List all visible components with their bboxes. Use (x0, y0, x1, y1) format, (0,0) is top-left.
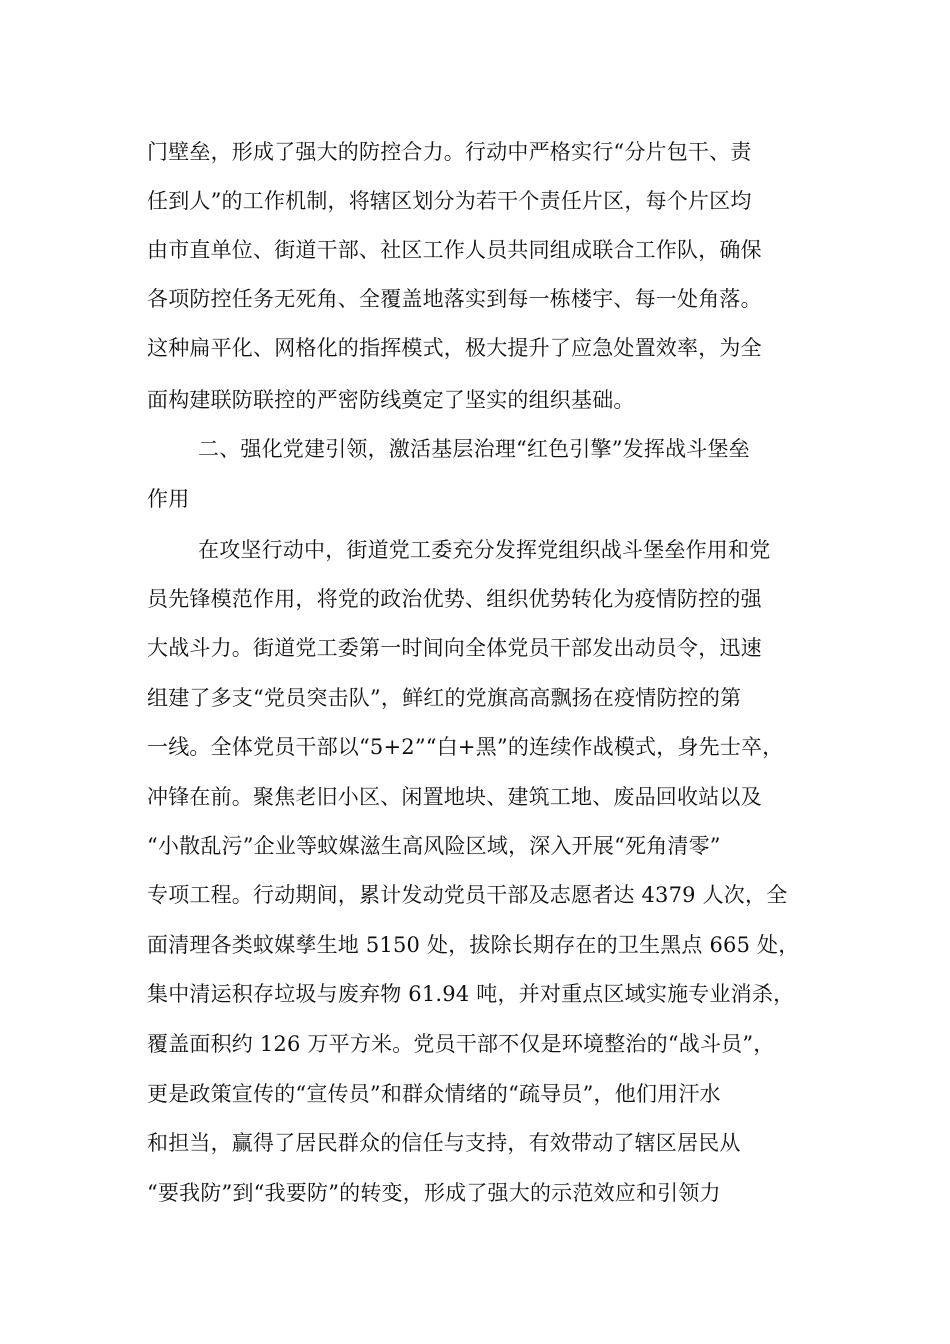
paragraph-2-line-8: 专项工程。行动期间，累计发动党员干部及志愿者达 4379 人次，全 (147, 883, 788, 907)
paragraph-1-line-3: 由市直单位、街道干部、社区工作人员共同组成联合工作队，确保 (147, 238, 762, 262)
paragraph-2-line-13: 和担当，赢得了居民群众的信任与支持，有效带动了辖区居民从 (147, 1131, 741, 1155)
paragraph-2-line-5: 一线。全体党员干部以“5+2”“白+黑”的连续作战模式，身先士卒， (147, 735, 784, 759)
paragraph-1-line-5: 这种扁平化、网格化的指挥模式，极大提升了应急处置效率，为全 (147, 336, 762, 360)
paragraph-2-line-11: 覆盖面积约 126 万平方米。党员干部不仅是环境整治的“战斗员”， (147, 1032, 775, 1056)
paragraph-2-line-10: 集中清运积存垃圾与废弃物 61.94 吨，并对重点区域实施专业消杀， (147, 982, 795, 1006)
paragraph-2-line-7: “小散乱污”企业等蚊媒滋生高风险区域，深入开展“死角清零” (147, 834, 721, 858)
paragraph-2-line-2: 员先锋模范作用，将党的政治优势、组织优势转化为疫情防控的强 (147, 587, 762, 611)
paragraph-1-line-1: 门壁垒，形成了强大的防控合力。行动中严格实行“分片包干、责 (147, 140, 752, 164)
paragraph-1-line-2: 任到人”的工作机制，将辖区划分为若干个责任片区，每个片区均 (147, 189, 752, 213)
paragraph-2-line-12: 更是政策宣传的“宣传员”和群众情绪的“疏导员”，他们用汗水 (147, 1082, 721, 1106)
paragraph-2-line-9: 面清理各类蚊媒孳生地 5150 处，拔除长期存在的卫生黑点 665 处， (147, 933, 800, 957)
paragraph-2-line-4: 组建了多支“党员突击队”，鲜红的党旗高高飘扬在疫情防控的第 (147, 686, 742, 710)
paragraph-2-line-1: 在攻坚行动中，街道党工委充分发挥党组织战斗堡垒作用和党 (198, 538, 771, 562)
paragraph-1-line-4: 各项防控任务无死角、全覆盖地落实到每一栋楼宇、每一处角落。 (147, 287, 762, 311)
paragraph-2-line-14: “要我防”到“我要防”的转变，形成了强大的示范效应和引领力 (147, 1181, 721, 1205)
section-heading-line-1: 二、强化党建引领，激活基层治理“红色引擎”发挥战斗堡垒 (198, 437, 750, 461)
paragraph-2-line-6: 冲锋在前。聚焦老旧小区、闲置地块、建筑工地、废品回收站以及 (147, 785, 762, 809)
paragraph-2-line-3: 大战斗力。街道党工委第一时间向全体党员干部发出动员令，迅速 (147, 636, 762, 660)
section-heading-line-2: 作用 (147, 487, 190, 511)
paragraph-1-line-6: 面构建联防联控的严密防线奠定了坚实的组织基础。 (147, 388, 635, 412)
